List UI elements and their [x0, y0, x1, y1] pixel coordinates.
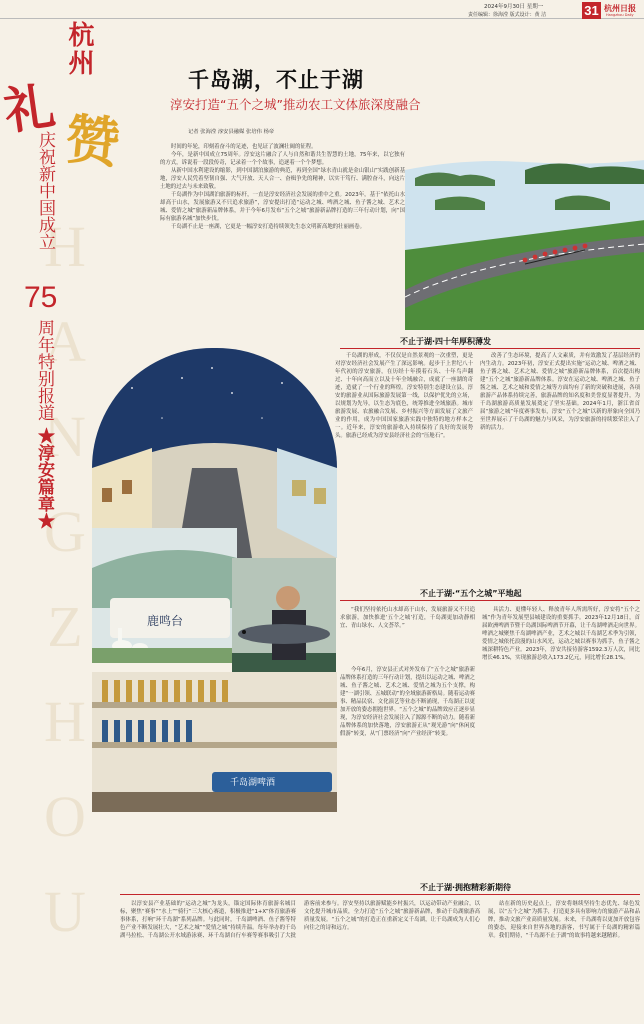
series-subtitle-text: 周年特别报道: [34, 319, 54, 421]
byline: 记者 张海滢 淳安县融媒 张培伟 杨帝: [188, 129, 275, 135]
lake-islands-photo: [405, 140, 644, 330]
sidebar-watermark: HANGZHOU: [44, 214, 86, 944]
big-number: 75: [24, 281, 58, 314]
section3-rule: [120, 894, 640, 895]
section2-body: 今年6月，淳安县正式对外发布了“五个之城”旅游新品牌体系打造的三年行动计划，提出以运动之城、啤酒之城、鱼子酱之城、艺术之城、爱情之城为五个支撑，构建“一湖引领、五城联动”的全域旅游新格局。随着运动赛事、精品民宿、文化演艺等业态不断涌现，千岛湖正以更加开放的姿态拥抱世界。“五个之城”的品牌效应正逐步显现，为淳安经济社会发展注入了源源不断的动力。随着新品牌体系的加快落地，淳安旅游正从“观光游”向“休闲度假游”转变，从“门票经济”向“产业经济”转变。: [340, 667, 475, 737]
editor-line: 责任编辑：徐海滢 版式设计：黄 洁: [468, 12, 547, 18]
svg-text:鹿鸣台: 鹿鸣台: [147, 614, 184, 628]
intro-paragraph-4: 千岛湖作为中国湖泊旅游的标杆，一直是淳安经济社会发展的重中之重。2023年，基于“依托山水却高于山水，发展旅游又不只追求旅游”，淳安提出打造“运动之城、啤酒之城、鱼子酱之城、艺术之城、爱情之城”旅游新品牌体系，并于今年6月发布“五个之城”旅游新品牌打造的三年行动计划，向“国际有旅游名城”加快步伐。: [160, 192, 405, 222]
series-subtitle: [34, 319, 56, 426]
deer-sign-photo: [92, 528, 237, 663]
slogan-char-2: 赞: [62, 106, 123, 176]
beer-caption: 千岛湖啤酒: [230, 778, 276, 788]
slogan-char-1: 礼: [0, 75, 59, 142]
section1-rule: [340, 348, 640, 349]
section3-body-right: 站在新的历史起点上，淳安将继续坚持生态优先、绿色发展，以“五个之城”为抓手，打造更多具有影响力的旅游产品和品牌，推动文旅产业高质量发展。未来，千岛湖将以更加开放包容的姿态，迎接来自世界各地的游客，书写属于千岛湖的精彩篇章。我们期待，“千岛湖不止于湖”的故事将越来越精彩。: [488, 901, 640, 939]
intro-paragraph-5: 千岛湖不止是一座湖，它更是一幅淳安打造持续领先生态文明新高地的壮丽画卷。: [171, 224, 366, 230]
intro-paragraph-3: 从新中国水利建设的缩影，到中国湖泊旅游的典范，再到全国“绿水青山就是金山银山”实践创新基地，淳安人民凭着坚韧自强、大气开放、天人合一、奋楫争先的精神，以实干笃行、满腔奋斗，向这片土地的过去与未来致敬。: [160, 168, 405, 190]
section-name: [34, 427, 56, 534]
date-line: 2024年9月30日 星期一: [484, 4, 544, 10]
section2-title: 不止于湖·“五个之城”平地起: [420, 589, 522, 598]
city-title: 杭州: [64, 21, 94, 77]
subheadline: 淳安打造“五个之城”推动农工文体旅深度融合: [170, 97, 421, 112]
intro-paragraph-1: 时间的年轮，印刻着奋斗的足迹，也见证了波澜壮阔的征程。: [171, 144, 317, 150]
section3-title: 不止于湖·拥抱精彩新期待: [420, 883, 512, 892]
section1-body: 千岛湖的形成，不仅仅是自然景观的一次重塑，更是对淳安经济社会发展产生了深远影响。起步于上世纪八十年代初的淳安旅游，在历经十年摸着石头、十年鸟声翻过、十年向高而立以及十年全域融合，成就了一座湖的奇迹，造就了一个行业的辉煌。淳安特别生态建设立县，淳安的旅游业从国际旅游发展第一线，以保护优先的立场，以规划为先导，以生态为底色，统筹推进全域旅游。城市旅游发展、农旅融合发展、乡村振兴等方面发展了文旅产业的作用，成为中国国家旅游实践中独特的地方样本之一。近年来，淳安的旅游收入持续保持了良好的发展势头。旅游已经成为淳安县经济社会的“压舱石”。: [335, 353, 473, 439]
tunnel-art-photo: [92, 348, 337, 558]
section3-body: 以淳安县产业基础的“运动之城”为龙头，锚定国际体育旅游名城目标，聚焦“赛事”“水上”“骑行”三大核心赛道，积极推进“1+X”体育旅游赛事体系，打响“环千岛湖”系列品牌。与此同时，千岛湖啤酒、鱼子酱等特色产业不断发展壮大，“艺术之城”“爱情之城”持续升温。每年举办的千岛湖马拉松、千岛湖公开水域游泳赛、环千岛湖自行车赛等赛事吸引了大批游客前来参与。淳安坚持以旅游赋能乡村振兴，以运动带动产业融合，以文化提升城市品质，全力打造“五个之城”旅游新品牌，推动千岛湖旅游高质量发展。“五个之城”的打造正在重新定义千岛湖，让千岛湖成为人们心向往之的诗和远方。: [120, 901, 480, 939]
section-name-text: ★淳安篇章★: [34, 427, 54, 529]
intro-paragraph-2: 今年，是新中国成立75周年。淳安这片融合了人与自然和谐共生智慧的土地，75年来，以它独有的方式，诉说着一段段传奇，记录着一个个故事，追逐着一个个梦想。: [160, 152, 405, 166]
section2-quote: “我们坚持依托山水却高于山水，发展旅游又不只追求旅游，加快推进‘五个之城’打造，千岛湖更加动静相宜、青山绿水、人文荟萃。”: [340, 607, 475, 629]
section1-title: 不止于湖·四十年厚积薄发: [400, 337, 492, 346]
series-title-text: 庆祝新中国成立: [35, 131, 55, 250]
section2-body-right: 具活力、更懂年轻人、释放青年人所需所好，淳安将“五个之城”作为青年发展型县城建设的重要抓手。2023年12月18日，首届欧洲啤酒节暨千岛湖国际啤酒节开幕，让千岛湖啤酒走向世界。啤酒之城聚焦千岛湖啤酒产业，艺术之城以千岛湖艺术季为引领，爱情之城依托浪漫的山水风光，运动之城以赛事为抓手，鱼子酱之城深耕特色产业。2023年，淳安共接待游客1592.3万人次，同比增长46.1%，实现旅游总收入173.2亿元，同比增长28.1%。: [482, 607, 640, 661]
intro-text: [160, 143, 405, 231]
page-number-box: [582, 2, 601, 19]
paper-name-en: Hangzhou Daily: [606, 13, 634, 17]
paper-name: 杭州日报: [604, 3, 636, 13]
headline: 千岛湖，不止于湖: [188, 68, 364, 92]
beer-bottles-photo: [92, 672, 337, 812]
series-title: [34, 131, 56, 255]
page-number: 31: [584, 3, 599, 18]
section2-rule: [340, 600, 640, 601]
section1-body-right: 改善了生态环境，提高了人文素质，并有效激发了基层经济的内生动力。2023年初，淳安正式提出实施“运动之城、啤酒之城、鱼子酱之城、艺术之城、爱情之城”旅游新品牌体系，首次提出构建“五个之城”旅游新品牌体系。淳安在运动之城、啤酒之城、鱼子酱之城、艺术之城和爱情之城等方面均有了新的突破和进展，各项旅游产品体系持续完善，旅游品牌的知名度和美誉度显著提升，为千岛湖旅游高质量发展奠定了坚实基础。2024年1月，浙江省首届“旅游之城”年度赛事发布，淳安“五个之城”以新的形象向全国乃至世界展示了千岛湖的魅力与风采，为淳安旅游的持续繁荣注入了新的活力。: [480, 353, 640, 431]
